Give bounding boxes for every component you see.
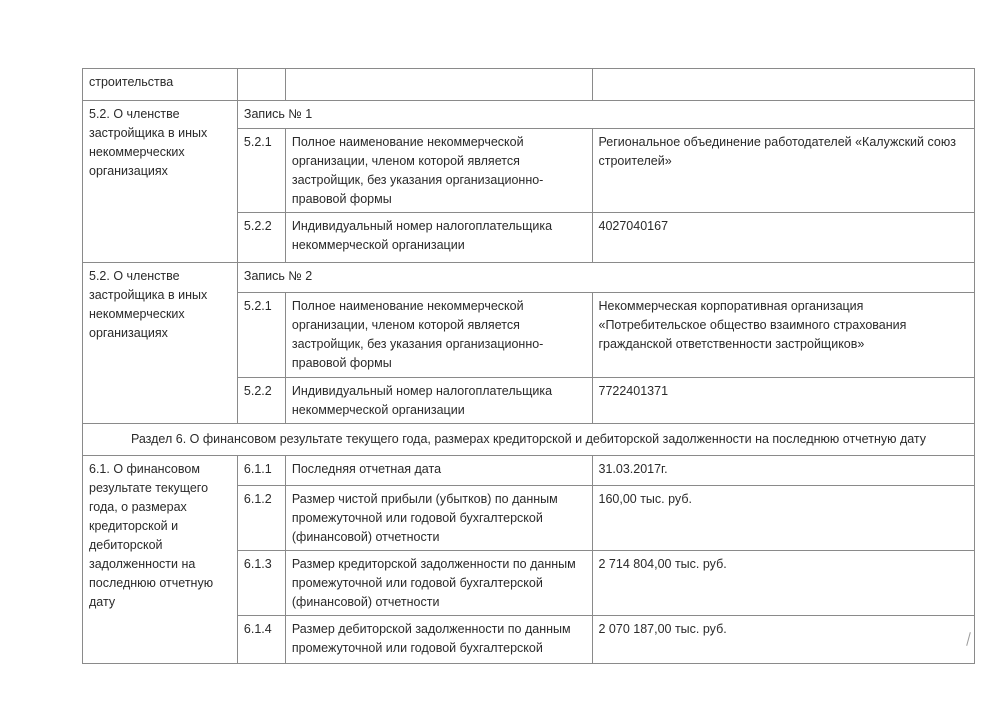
table-row (83, 69, 975, 101)
section-label: 6.1. О финансовом результате текущего года, о размерах кредиторской и дебиторской задолженности на последнюю отчетную дату (83, 456, 238, 664)
row-label: Полное наименование некоммерческой организации, членом которой является застройщик, без указания организационно-правовой формы (285, 129, 592, 213)
row-value: 2 070 187,00 тыс. руб. (592, 616, 975, 664)
table-row (83, 456, 975, 486)
record-header-row (83, 263, 975, 293)
row-value: 160,00 тыс. руб. (592, 486, 975, 551)
row-label: Размер дебиторской задолженности по данным промежуточной или годовой бухгалтерской (285, 616, 592, 664)
row-number: 5.2.1 (237, 293, 285, 378)
row-value: 7722401371 (592, 378, 975, 424)
disclosure-table (82, 68, 975, 664)
row-value: 2 714 804,00 тыс. руб. (592, 551, 975, 616)
row-label: Последняя отчетная дата (285, 456, 592, 486)
section-label: 5.2. О членстве застройщика в иных некоммерческих организациях (83, 263, 238, 424)
row-label: Полное наименование некоммерческой организации, членом которой является застройщик, без указания организационно-правовой формы (285, 293, 592, 378)
row-value: 31.03.2017г. (592, 456, 975, 486)
record-title: Запись № 2 (237, 263, 974, 293)
row-number: 5.2.2 (237, 213, 285, 263)
row-label: строительства (83, 69, 238, 101)
row-label: Индивидуальный номер налогоплательщика некоммерческой организации (285, 213, 592, 263)
row-number: 6.1.2 (237, 486, 285, 551)
section-6-title: Раздел 6. О финансовом результате текущего года, размерах кредиторской и дебиторской задолженности на последнюю отчетную дату (83, 424, 975, 456)
row-number: 5.2.1 (237, 129, 285, 213)
row-value: Некоммерческая корпоративная организация «Потребительское общество взаимного страхования гражданской ответственности застройщиков» (592, 293, 975, 378)
record-title: Запись № 1 (237, 101, 974, 129)
section-header-row (83, 424, 975, 456)
row-label: Размер чистой прибыли (убытков) по данным промежуточной или годовой бухгалтерской (финансовой) отчетности (285, 486, 592, 551)
row-number: 6.1.3 (237, 551, 285, 616)
row-label: Размер кредиторской задолженности по данным промежуточной или годовой бухгалтерской (финансовой) отчетности (285, 551, 592, 616)
row-value: Региональное объединение работодателей «Калужский союз строителей» (592, 129, 975, 213)
record-header-row (83, 101, 975, 129)
section-label: 5.2. О членстве застройщика в иных некоммерческих организациях (83, 101, 238, 263)
row-number: 5.2.2 (237, 378, 285, 424)
row-number: 6.1.1 (237, 456, 285, 486)
row-value: 4027040167 (592, 213, 975, 263)
row-number: 6.1.4 (237, 616, 285, 664)
row-label: Индивидуальный номер налогоплательщика некоммерческой организации (285, 378, 592, 424)
